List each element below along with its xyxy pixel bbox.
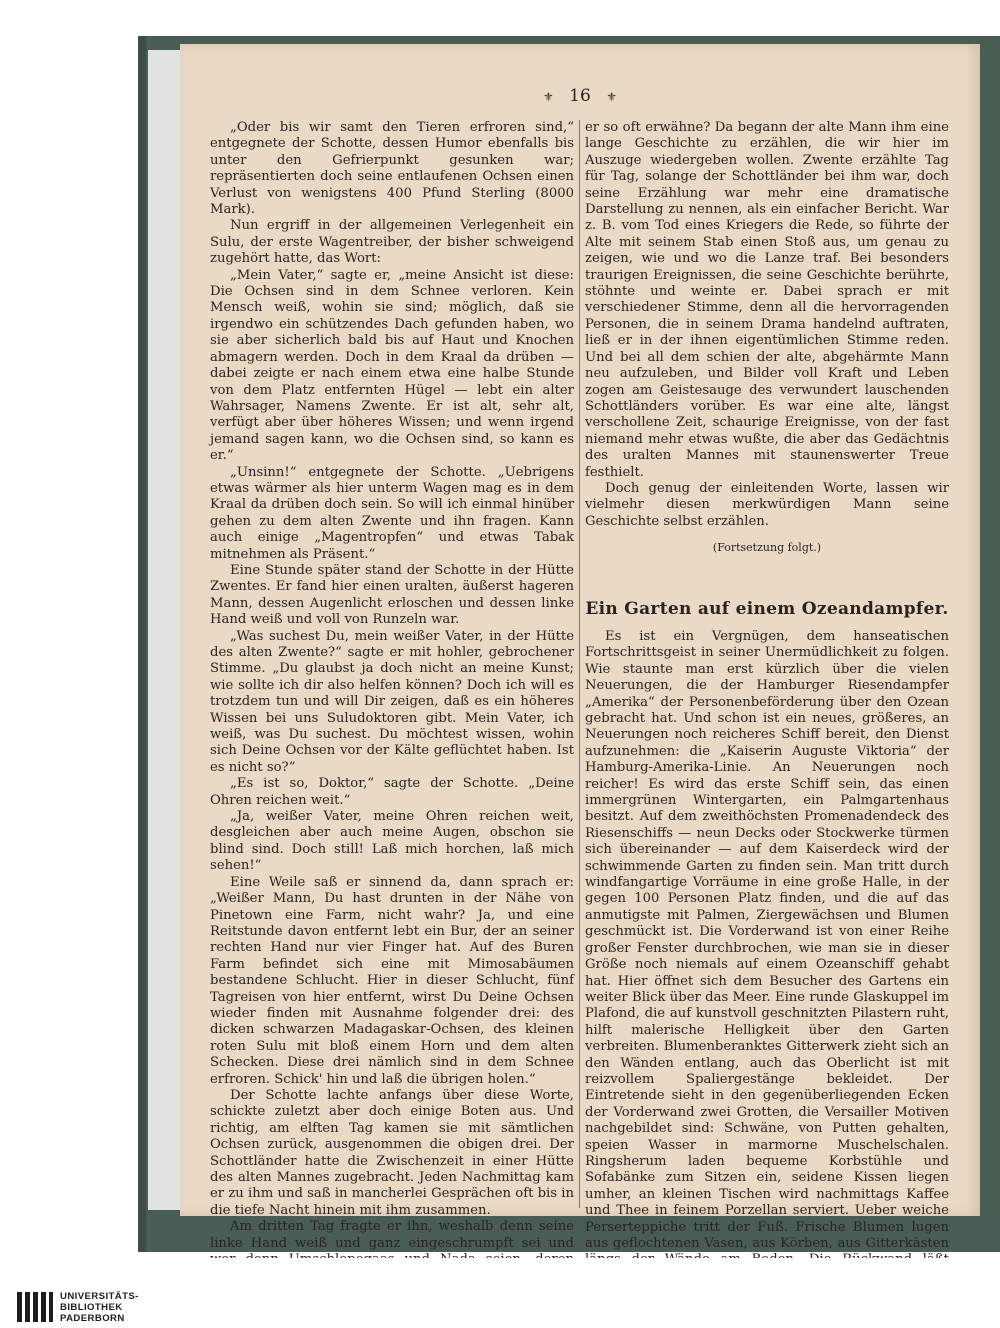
paragraph: „Es ist so, Doktor,“ sagte der Schotte. „Deine Ohren reichen weit.“ — [210, 776, 574, 808]
continuation-note: (Fortsetzung folgt.) — [712, 541, 822, 555]
ornament-right-icon: ⚜ — [606, 90, 617, 104]
article-body: Es ist ein Vergnügen, dem hanseatischen Fortschrittsgeist in seiner Unermüdlichkeit zu folgen. Wie staunte man erst kürzlich über die vielen Neuerungen, die der Hamburger Riesendampfer „Amerika“ der Personenbeförderung über den Ozean gebracht hat. Und schon ist ein neues, größeres, an Neuerungen noch reicheres Schiff bereit, den Dienst aufzunehmen: die „Kaiserin Auguste Viktoria“ der Hamburg-Amerika-Linie. An Neuerungen noch reicher! Es wird das erste Schiff sein, das einen immergrünen Wintergarten, ein Palmgartenhaus besitzt. Auf dem zweithöchsten Promenadendeck des Riesenschiffs — neun Decks oder Stockwerke türmen sich übereinander — auf dem Kaiserdeck wird der schwimmende Garten zu finden sein. Man tritt durch windfangartige Vorräume in eine große Halle, in der gegen 100 Personen Platz finden, und die auf das anmutigste mit Palmen, Ziergewächsen und Blumen geschmückt ist. Die Vorderwand ist von einer Reihe großer Fenster durchbrochen, wie man sie in dieser Größe noch niemals auf einem Ozeanschiff gehabt hat. Hier öffnet sich dem Besucher des Gartens ein weiter Blick über das Meer. Eine runde Glaskuppel im Plafond, die auf kunstvoll geschnitzten Pilastern ruht, hilft malerische Helligkeit über den Garten verbreiten. Blumenberanktes Gitterwerk zieht sich an den Wänden entlang, auch das Oberlicht ist mit reizvollem Spaliergestänge bekleidet. Der Eintretende sieht in den gegenüberliegenden Ecken der Vorderwand zwei Grotten, die Versailler Motiven nachgebildet sind: Schwäne, von Putten gehalten, speien Wasser in marmorne Muschelschalen. Ringsherum laden bequeme Korbstühle und Sofabänke zum Sitzen ein, seidene Kissen liegen umher, an kleinen Tischen wird nachmittags Kaffee und Thee in feinem Porzellan serviert. Ueber weiche Perserteppiche tritt der Fuß. Frische Blumen lugen aus geflochtenen Vasen, aus Körben, aus Gitterkästen — [585, 628, 949, 1251]
paragraph: Am dritten Tag fragte er ihn, weshalb denn seine linke Hand weiß und ganz eingeschrumpft sei und — [210, 1219, 574, 1251]
page-header — [180, 86, 980, 106]
logo-line: BIBLIOTHEK — [60, 1302, 123, 1314]
ornament-left-icon: ⚜ — [543, 90, 554, 104]
right-column — [585, 120, 949, 1285]
paragraph: Eine Weile saß er sinnend da, dann sprach er: „Weißer Mann, Du hast drunten in der Nähe von Pinetown eine Farm, nicht wahr? Ja, und eine Reitstunde davon entfernt lebt ein Bur, der an seiner rechten Hand nur vier Finger hat. Auf des Buren Farm befindet sich eine mit Mimosabäumen bestandene Schlucht. Hier in dieser Schlucht, fünf Tagreisen von hier entfernt, wirst Du Deine Ochsen wieder finden mit Ausnahme folgender drei: des dicken schwarzen Madagaskar-Ochsen, des kleinen roten Sulu mit bloß einem Horn und dem alten Schecken. Diese drei nämlich sind in dem Schnee erfroren. Schick' hin und laß die übrigen holen.“ — [210, 874, 574, 1087]
document-page — [180, 44, 980, 1251]
logo-line: PADERBORN — [60, 1313, 125, 1325]
article-title: Ein Garten auf einem Ozeandampfer. — [585, 598, 949, 619]
paragraph: „Was suchest Du, mein weißer Vater, in der Hütte des alten Zwente?“ sagte er mit hohler, gebrochener Stimme. „Du glaubst ja doch nicht an meine Kunst; wie sollte ich dir also helfen können? Doch ich will es trotzdem tun und will Dir zeigen, daß es ein höheres Wissen bei uns Suludoktoren gibt. Mein Vater, ich weiß, was Du suchest. Du möchtest wissen, wohin sich Deine Ochsen vor der Kälte geflüchtet haben. Ist es nicht so?“ — [210, 628, 574, 775]
binding-strip — [148, 50, 180, 1210]
paragraph: Nun ergriff in der allgemeinen Verlegenheit ein Sulu, der erste Wagentreiber, der bisher schweigend zugehört hatte, das Wort: — [210, 218, 574, 267]
paragraph: „Unsinn!“ entgegnete der Schotte. „Uebrigens etwas wärmer als hier unterm Wagen mag es in dem Kraal da drüben doch sein. So will ich einmal hinüber gehen zu dem alten Zwente und ihn fragen. Kann auch einige „Magentropfen“ und etwas Tabak mitnehmen als Präsent.“ — [210, 464, 574, 562]
paragraph: Der Schotte lachte anfangs über diese Worte, schickte zuletzt aber doch einige Boten aus. Und richtig, am elften Tag kamen sie mit sämtlichen Ochsen zurück, ausgenommen die obigen drei. Der Schottländer hatte die Zwischenzeit in einer Hütte des alten Mannes zugebracht. Jeden Nachmittag kam er zu ihm und saß in mancherlei Gesprächen oft bis in die tiefe Nacht hinein mit ihm zusammen. — [210, 1087, 574, 1218]
library-logo-icon — [17, 1292, 53, 1322]
left-column — [210, 120, 574, 1285]
paragraph: „Mein Vater,“ sagte er, „meine Ansicht ist diese: Die Ochsen sind in dem Schnee verloren. Kein Mensch weiß, wohin sie sind; möglich, daß sie irgendwo ein schützendes Dach gefunden haben, wo sie aber sicherlich bald bis auf Haut und Knochen abmagern werden. Doch in dem Kraal da drüben — dabei zeigte er nach einem etwa eine halbe Stunde von dem Platz entfernten Hügel — lebt ein alter Wahrsager, Namens Zwente. Er ist alt, sehr alt, verfügt aber über höheres Wissen; und wenn irgend jemand sagen kann, wo die Ochsen sind, so kann es er.“ — [210, 267, 574, 464]
footer-area — [0, 1258, 1000, 1328]
column-divider — [579, 120, 580, 1208]
paragraph: „Oder bis wir samt den Tieren erfroren sind,“ entgegnete der Schotte, dessen Humor ebenfalls bis unter den Gefrierpunkt gesunken war; repräsentierten doch seine entlaufenen Ochsen einen Verlust von wenigstens 400 Pfund Sterling (8000 Mark). — [210, 120, 574, 218]
paragraph: Doch genug der einleitenden Worte, lassen wir vielmehr diesen merkwürdigen Mann seine Geschichte selbst erzählen. — [585, 480, 949, 529]
paragraph: er so oft erwähne? Da begann der alte Mann ihm eine lange Geschichte zu erzählen, die wir hier im Auszuge wiedergeben wollen. Zwente erzählte Tag für Tag, solange der Schottländer bei ihm war, doch seine Erzählung war mehr eine dramatische Darstellung zu nennen, als ein einfacher Bericht. War z. B. vom Tod eines Kriegers die Rede, so führte der Alte mit seinem Stab einen Stoß aus, um genau zu zeigen, wie und wo die Lanze traf. Bei besonders traurigen Ereignissen, die seine Geschichte berührte, stöhnte und weinte er. Dabei sprach er mit verschiedener Stimme, denn all die hervorragenden Personen, die in seinem Drama handelnd auftraten, ließ er in der ihnen eigentümlichen Stimme reden. Und bei all dem schien der alte, abgehärmte Mann neu aufzuleben, und Bilder voll Kraft und Leben zogen am Geistesauge des verwundert lauschenden Schottländers vorüber. Es war eine alte, längst verschollene Zeit, schaurige Ereignisse, von der fast niemand mehr etwas wußte, die aber das Gedächtnis des uralten Mannes mit staunenswerter Treue festhielt. — [585, 120, 949, 480]
paragraph: „Ja, weißer Vater, meine Ohren reichen weit, desgleichen aber auch meine Augen, obschon sie blind sind. Doch still! Laß mich horchen, laß mich sehen!“ — [210, 809, 574, 874]
library-logo-text — [60, 1291, 139, 1325]
book-spine-edge — [138, 36, 146, 1252]
page-number: 16 — [569, 86, 591, 106]
logo-line: UNIVERSITÄTS- — [60, 1291, 139, 1302]
paragraph: Eine Stunde später stand der Schotte in der Hütte Zwentes. Er fand hier einen uralten, äußerst hageren Mann, dessen Augenlicht erloschen und dessen linke Hand weiß und voll von Runzeln war. — [210, 562, 574, 628]
